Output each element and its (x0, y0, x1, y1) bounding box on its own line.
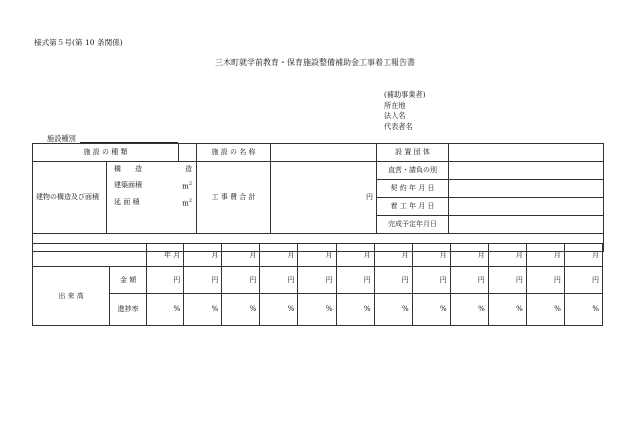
document-title: 三木町就学前教育・保育施設整備補助金工事着工報告書 (215, 58, 415, 67)
year-month-header: 年 月 (147, 244, 184, 267)
amount-cell[interactable]: 円 (412, 267, 450, 294)
structure-area-label: 建物の構造及び面積 (33, 162, 107, 234)
facility-kind-value[interactable] (179, 144, 197, 162)
applicant-address-label: 所在地 (384, 100, 406, 110)
applicant-block (384, 90, 426, 132)
rate-cell[interactable]: % (336, 294, 374, 326)
applicant-representative-label: 代表者名 (384, 121, 413, 131)
building-area-unit: m (182, 182, 189, 191)
rate-cell[interactable]: % (488, 294, 526, 326)
month-header: 月 (374, 244, 412, 267)
month-header: 月 (184, 244, 222, 267)
amount-label: 金 額 (110, 267, 147, 294)
month-header: 月 (526, 244, 564, 267)
amount-cell[interactable]: 円 (526, 267, 564, 294)
form-number: 様式第５号(第 10 条関係) (34, 38, 123, 47)
rate-cell[interactable]: % (450, 294, 488, 326)
amount-cell[interactable]: 円 (336, 267, 374, 294)
rate-cell[interactable]: % (564, 294, 602, 326)
completion-date-value[interactable] (449, 216, 604, 234)
direct-contract-value[interactable] (449, 162, 604, 180)
amount-cell[interactable]: 円 (260, 267, 298, 294)
structure-label: 構 (114, 165, 121, 173)
applicant-heading: (補助事業者) (384, 90, 426, 99)
applicant-corp-name-label: 法人名 (384, 111, 406, 120)
month-header: 月 (564, 244, 602, 267)
rate-cell[interactable]: % (260, 294, 298, 326)
month-header: 月 (488, 244, 526, 267)
rate-cell[interactable]: % (147, 294, 184, 326)
amount-cell[interactable]: 円 (374, 267, 412, 294)
progress-table (32, 243, 603, 326)
facility-info-table (32, 143, 604, 252)
month-header: 月 (222, 244, 260, 267)
construction-total-label: 工 事 費 合 計 (197, 162, 271, 234)
facility-name-value[interactable] (271, 144, 377, 162)
rate-cell[interactable]: % (412, 294, 450, 326)
facility-type-label: 施設種別 (47, 134, 76, 143)
start-date-label: 着 工 年 月 日 (377, 198, 449, 216)
progress-label: 出 来 高 (33, 267, 110, 326)
amount-cell[interactable]: 円 (488, 267, 526, 294)
amount-cell[interactable]: 円 (298, 267, 336, 294)
amount-cell[interactable]: 円 (450, 267, 488, 294)
completion-date-label: 完成予定年月日 (377, 216, 449, 234)
contract-date-label: 契 約 年 月 日 (377, 180, 449, 198)
amount-cell[interactable]: 円 (222, 267, 260, 294)
month-header: 月 (298, 244, 336, 267)
construction-total-value[interactable]: 円 (271, 162, 377, 234)
floor-area-unit-sup: 2 (188, 198, 192, 205)
building-area-label: 建築面積 (114, 181, 142, 189)
rate-cell[interactable]: % (526, 294, 564, 326)
structure-label-end: 造 (135, 165, 142, 173)
amount-cell[interactable]: 円 (184, 267, 222, 294)
rate-label: 進捗率 (110, 294, 147, 326)
floor-area-unit: m (182, 199, 189, 208)
rate-cell[interactable]: % (298, 294, 336, 326)
building-area-unit-sup: 2 (188, 181, 192, 187)
structure-suffix: 造 (185, 165, 192, 173)
month-header: 月 (260, 244, 298, 267)
direct-contract-label: 直営・請負の別 (377, 162, 449, 180)
amount-cell[interactable]: 円 (147, 267, 184, 294)
amount-cell[interactable]: 円 (564, 267, 602, 294)
rate-cell[interactable]: % (222, 294, 260, 326)
contract-date-value[interactable] (449, 180, 604, 198)
facility-kind-header: 施 設 の 種 類 (33, 144, 179, 162)
structure-details (107, 162, 197, 234)
rate-cell[interactable]: % (374, 294, 412, 326)
period-header-blank (33, 244, 147, 267)
start-date-value[interactable] (449, 198, 604, 216)
month-header: 月 (450, 244, 488, 267)
organization-value[interactable] (449, 144, 604, 162)
month-header: 月 (336, 244, 374, 267)
month-header: 月 (412, 244, 450, 267)
facility-name-header: 施 設 の 名 称 (197, 144, 271, 162)
rate-cell[interactable]: % (184, 294, 222, 326)
organization-header: 設 置 団 体 (377, 144, 449, 162)
floor-area-label: 延 面 積 (114, 198, 140, 207)
